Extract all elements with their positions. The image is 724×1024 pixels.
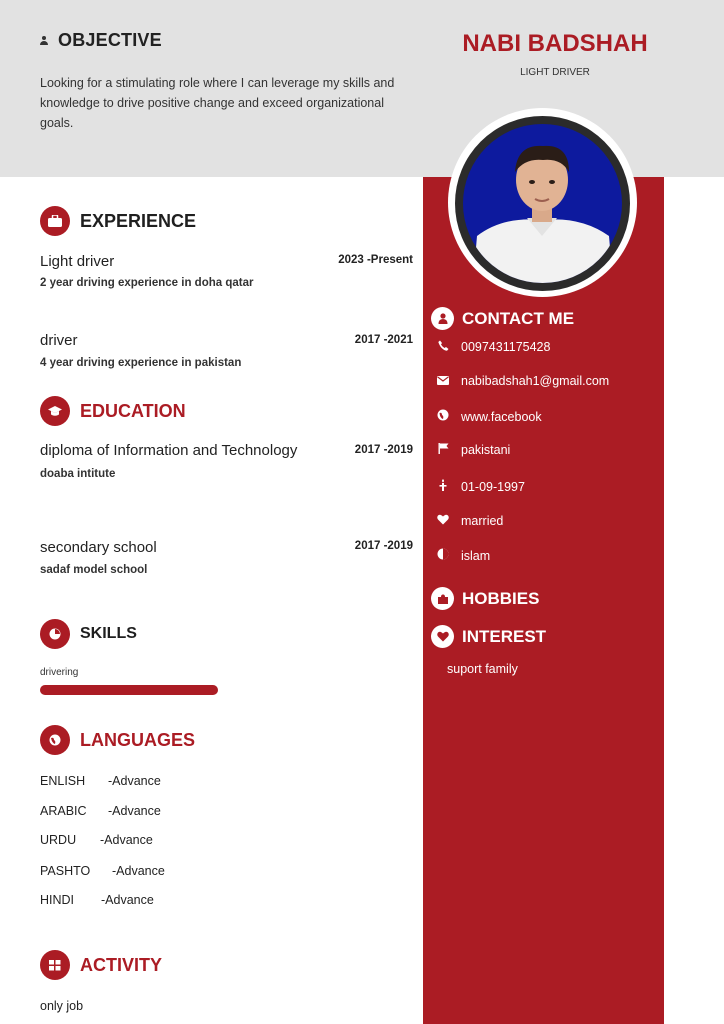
language-row (40, 774, 161, 788)
person-icon (431, 307, 454, 330)
activity-text: only job (40, 999, 84, 1013)
contact-phone (437, 340, 550, 354)
interest-header (431, 625, 546, 648)
interest-title: INTEREST (462, 626, 547, 646)
hobbies-header (431, 587, 539, 610)
contact-religion-value: islam (461, 548, 491, 563)
education-2-title: secondary school (40, 539, 157, 556)
email-icon (437, 374, 449, 388)
education-title: EDUCATION (80, 400, 186, 421)
activity-title: ACTIVITY (80, 954, 163, 975)
language-row (40, 893, 154, 907)
profile-photo (455, 116, 630, 291)
objective-title: OBJECTIVE (58, 30, 162, 50)
contact-nationality (437, 443, 510, 457)
language-row (40, 833, 153, 847)
skills-title: SKILLS (80, 625, 137, 642)
language-level: -Advance (108, 774, 161, 788)
language-name: ENLISH (40, 774, 86, 788)
education-1-title: diploma of Information and Technology (40, 442, 298, 459)
contact-birthdate-value: 01-09-1997 (461, 479, 525, 494)
puzzle-icon (431, 587, 454, 610)
skill-label: drivering (40, 667, 79, 678)
hobbies-title: HOBBIES (462, 588, 540, 608)
education-1-subtitle: doaba intitute (40, 468, 116, 480)
contact-email (437, 374, 609, 388)
skill-bar-fill (40, 685, 218, 695)
person-portrait-icon (463, 124, 622, 283)
contact-website-value: www.facebook (461, 409, 542, 424)
language-level: -Advance (108, 804, 161, 818)
globe-icon (40, 725, 70, 755)
experience-2-date: 2017 -2021 (354, 334, 413, 346)
experience-title: EXPERIENCE (80, 210, 197, 231)
contact-nationality-value: pakistani (461, 443, 511, 457)
graduation-cap-icon (40, 396, 70, 426)
education-2-subtitle: sadaf model school (40, 564, 148, 576)
languages-header (40, 725, 195, 755)
person-icon (40, 36, 48, 45)
language-level: -Advance (112, 864, 165, 878)
experience-header (40, 206, 196, 236)
globe-icon (437, 409, 449, 424)
contact-phone-value: 0097431175428 (461, 340, 551, 354)
language-row (40, 864, 165, 878)
heart-icon (431, 625, 454, 648)
experience-1-date: 2023 -Present (338, 254, 413, 266)
language-name: ARABIC (40, 804, 87, 818)
grid-icon (40, 950, 70, 980)
objective-text: Looking for a stimulating role where I can leverage my skills and knowledge to drive positive change and exceed organizational goals. (40, 76, 395, 130)
skill-bar (40, 685, 218, 695)
education-1-date: 2017 -2019 (354, 444, 413, 456)
language-name: URDU (40, 833, 77, 847)
photo-background (463, 124, 622, 283)
contact-marital-status (437, 514, 503, 528)
religion-icon (437, 548, 449, 563)
language-name: PASHTO (40, 864, 91, 878)
contact-marital-status-value: married (461, 514, 504, 528)
language-level: -Advance (101, 893, 154, 907)
experience-1-subtitle: 2 year driving experience in doha qatar (40, 277, 254, 289)
contact-title: CONTACT ME (462, 308, 575, 328)
experience-2-title: driver (40, 332, 78, 349)
contact-email-value: nabibadshah1@gmail.com (461, 374, 610, 388)
language-name: HINDI (40, 893, 75, 907)
phone-icon (437, 340, 449, 354)
candidate-role: LIGHT DRIVER (520, 67, 590, 78)
contact-religion (437, 548, 490, 563)
candidate-name: NABI BADSHAH (462, 30, 648, 57)
experience-2-subtitle: 4 year driving experience in pakistan (40, 357, 242, 369)
birthday-icon (437, 479, 449, 494)
activity-header (40, 950, 162, 980)
heart-icon (437, 514, 449, 528)
contact-birthdate (437, 479, 525, 494)
language-level: -Advance (100, 833, 153, 847)
objective-header (40, 30, 162, 51)
education-2-date: 2017 -2019 (354, 540, 413, 552)
contact-website (437, 409, 542, 424)
experience-1-title: Light driver (40, 253, 115, 270)
flag-icon (437, 443, 449, 457)
briefcase-icon (40, 206, 70, 236)
education-header (40, 396, 186, 426)
contact-header (431, 307, 574, 330)
interest-text: suport family (447, 662, 518, 676)
gauge-icon (40, 619, 70, 649)
language-row (40, 804, 161, 818)
skills-header (40, 619, 137, 649)
languages-title: LANGUAGES (80, 729, 196, 750)
